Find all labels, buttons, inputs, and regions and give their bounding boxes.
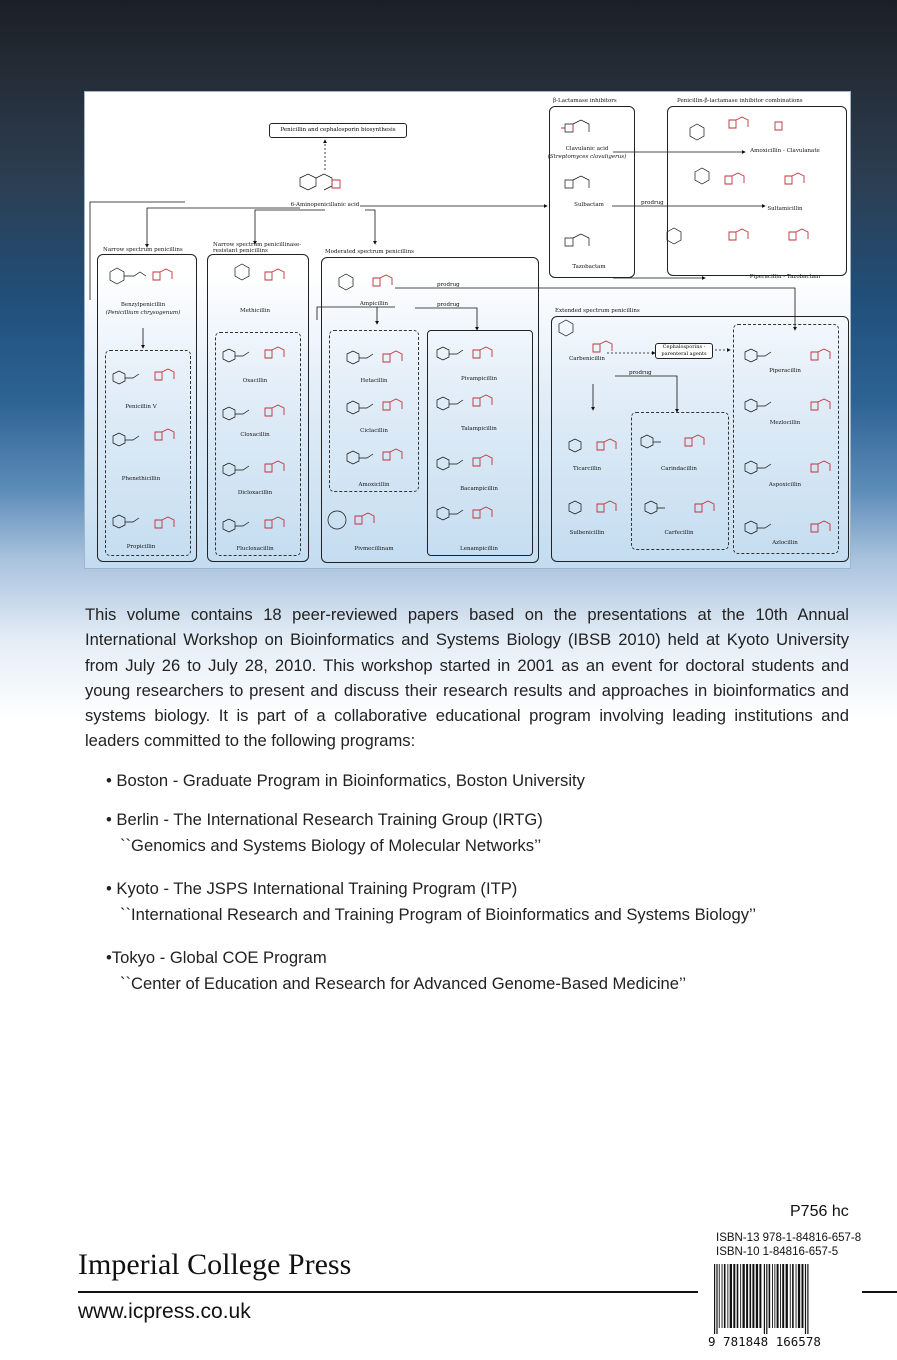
label-carfecillin: Carfecillin — [664, 530, 694, 536]
barcode-bar — [780, 1264, 781, 1328]
moderate-dashed-box — [329, 330, 419, 492]
combinations-group — [667, 106, 847, 276]
penicillin-diagram — [85, 92, 850, 568]
label-benzylpenicillin-source: (Penicillium chrysogenum) — [105, 310, 181, 316]
isbn-barcode — [702, 1262, 858, 1350]
inhibitors-group — [549, 106, 635, 278]
intro-paragraph: This volume contains 18 peer-reviewed papers based on the presentations at the 10th Annual International Workshop on Bioinformatics and Systems Biology (IBSB 2010) held at Kyoto University from July 26 to July 28, 2010. This workshop started in 2001 as an event for doctoral students and young researchers to present and discuss their research results and approaches in bioinformatics and systems biology. It is part of a collaborative educational program involving leading institutions and leaders committed to the following programs: — [85, 605, 849, 751]
barcode-bar — [727, 1264, 728, 1328]
website-link[interactable]: www.icpress.co.uk — [78, 1300, 251, 1323]
label-flucloxacillin: Flucloxacillin — [236, 546, 274, 552]
barcode-bar — [782, 1264, 784, 1328]
program-item — [106, 948, 686, 994]
barcode-bar — [737, 1264, 739, 1328]
program-subline: ``Center of Education and Research for Advanced Genome-Based Medicine’’ — [120, 974, 687, 993]
cephalosporin-box: Cephalosporins - parenteral agents — [655, 343, 713, 359]
program-line: • Boston - Graduate Program in Bioinformatics, Boston University — [106, 771, 585, 790]
barcode-bar — [798, 1264, 800, 1328]
prodrug-note-3: prodrug — [437, 302, 460, 308]
label-sulbenicillin: Sulbenicillin — [569, 530, 605, 536]
barcode-bar — [796, 1264, 797, 1328]
resistant-title: Narrow spectrum penicillinase-resistant penicillins — [213, 242, 302, 254]
label-clavulanic-source: (Streptomyces clavuligerus) — [547, 154, 627, 160]
prodrug-note-2: prodrug — [437, 282, 460, 288]
core-compound-label: 6-Aminopenicillanic acid — [290, 202, 360, 208]
label-pivmecillinam: Pivmecillinam — [354, 546, 394, 552]
label-amox-clav: Amoxicillin - Clavulanate — [750, 148, 820, 154]
narrow-spectrum-title: Narrow spectrum penicillins — [103, 247, 183, 253]
label-oxacillin: Oxacillin — [242, 378, 268, 384]
barcode-bar — [740, 1264, 741, 1328]
footer-rule-right — [862, 1291, 897, 1293]
label-tazobactam: Tazobactam — [572, 264, 606, 270]
program-line: •Tokyo - Global COE Program — [106, 948, 327, 967]
barcode-bar — [719, 1264, 720, 1328]
label-penicillin-v: Penicillin V — [125, 404, 157, 410]
barcode-bar — [764, 1264, 765, 1334]
footer-rule — [78, 1291, 698, 1293]
barcode-bar — [777, 1264, 779, 1328]
barcode-bar — [752, 1264, 754, 1328]
barcode-bar — [805, 1264, 806, 1334]
resistant-dashed-box — [215, 332, 301, 556]
program-subline: ``Genomics and Systems Biology of Molecular Networks’’ — [120, 836, 542, 855]
barcode-bar — [743, 1264, 745, 1328]
barcode-bar — [724, 1264, 726, 1328]
label-azlocillin: Azlocillin — [772, 540, 798, 546]
label-propicillin: Propicillin — [126, 544, 156, 550]
extended-title: Extended spectrum penicillins — [555, 308, 640, 314]
prodrug-note-1: prodrug — [641, 200, 664, 206]
label-talampicillin: Talampicillin — [461, 426, 497, 432]
label-methicillin: Methicillin — [239, 308, 271, 314]
program-item — [106, 879, 756, 925]
label-pip-tazo: Piperacillin - Tazobactam — [749, 274, 821, 280]
barcode-bar — [772, 1264, 773, 1328]
barcode-bar — [750, 1264, 752, 1328]
inhibitors-title: β-Lactamase inhibitors — [553, 98, 617, 104]
label-aspoxicillin: Aspoxicillin — [768, 482, 802, 488]
label-carindacillin: Carindacillin — [661, 466, 697, 472]
label-hetacillin: Hetacillin — [360, 378, 388, 384]
barcode-digits: 9 781848 166578 — [708, 1334, 821, 1349]
isbn-13: ISBN-13 978-1-84816-657-8 — [716, 1232, 862, 1244]
barcode-bar — [733, 1264, 735, 1328]
product-code: P756 hc — [790, 1203, 849, 1220]
program-line: • Kyoto - The JSPS International Training Program (ITP) — [106, 879, 518, 898]
label-ciclacillin: Ciclacillin — [360, 428, 388, 434]
label-bacampicillin: Bacampicillin — [460, 486, 498, 492]
label-phenethicillin: Phenethicillin — [121, 476, 161, 482]
publisher-name: Imperial College Press — [78, 1248, 352, 1281]
label-mezlocillin: Mezlocillin — [769, 420, 801, 426]
label-sulbactam: Sulbactam — [574, 202, 604, 208]
barcode-bar — [774, 1264, 775, 1328]
label-pivampicillin: Pivampicillin — [461, 376, 497, 382]
narrow-dashed-box — [105, 350, 191, 556]
program-item — [106, 771, 585, 791]
biosynthesis-box: Penicillin and cephalosporin biosynthesis — [269, 123, 407, 138]
barcode-bar — [807, 1264, 808, 1334]
moderate-title: Moderated spectrum penicillins — [325, 249, 414, 255]
isbn-10: ISBN-10 1-84816-657-5 — [716, 1246, 839, 1258]
barcode-bar — [792, 1264, 794, 1328]
barcode-bar — [802, 1264, 804, 1328]
label-clavulanic: Clavulanic acid — [565, 146, 609, 152]
combinations-title: Penicillin-β-lactamase inhibitor combinations — [677, 98, 803, 104]
label-sultamicillin: Sultamicillin — [767, 206, 803, 212]
program-item — [106, 810, 543, 856]
label-benzylpenicillin: Benzylpenicillin — [120, 302, 166, 308]
label-carbenicillin: Carbenicillin — [569, 356, 605, 362]
label-dicloxacillin: Dicloxacillin — [237, 490, 273, 496]
label-lenampicillin: Lenampicillin — [460, 546, 498, 552]
barcode-bar — [790, 1264, 791, 1328]
barcode-graphic — [702, 1262, 858, 1350]
barcode-bar — [766, 1264, 767, 1334]
barcode-bar — [769, 1264, 771, 1328]
barcode-bar — [722, 1264, 723, 1328]
program-line: • Berlin - The International Research Training Group (IRTG) — [106, 810, 543, 829]
barcode-bar — [756, 1264, 758, 1328]
program-subline: ``International Research and Training Program of Bioinformatics and Systems Biology’’ — [120, 905, 757, 924]
label-ampicillin: Ampicillin — [359, 301, 389, 307]
barcode-bar — [716, 1264, 717, 1334]
label-ticarcillin: Ticarcillin — [572, 466, 602, 472]
label-piperacillin: Piperacillin — [769, 368, 801, 374]
label-cloxacillin: Cloxacillin — [240, 432, 270, 438]
barcode-bar — [714, 1264, 715, 1334]
barcode-bar — [786, 1264, 788, 1328]
barcode-bar — [759, 1264, 761, 1328]
barcode-bar — [730, 1264, 732, 1328]
barcode-bar — [746, 1264, 748, 1328]
label-amoxicillin: Amoxicillin — [358, 482, 390, 488]
ureido-dashed-box — [733, 324, 839, 554]
prodrug-note-4: prodrug — [629, 370, 652, 376]
prodrug-box — [427, 330, 533, 556]
